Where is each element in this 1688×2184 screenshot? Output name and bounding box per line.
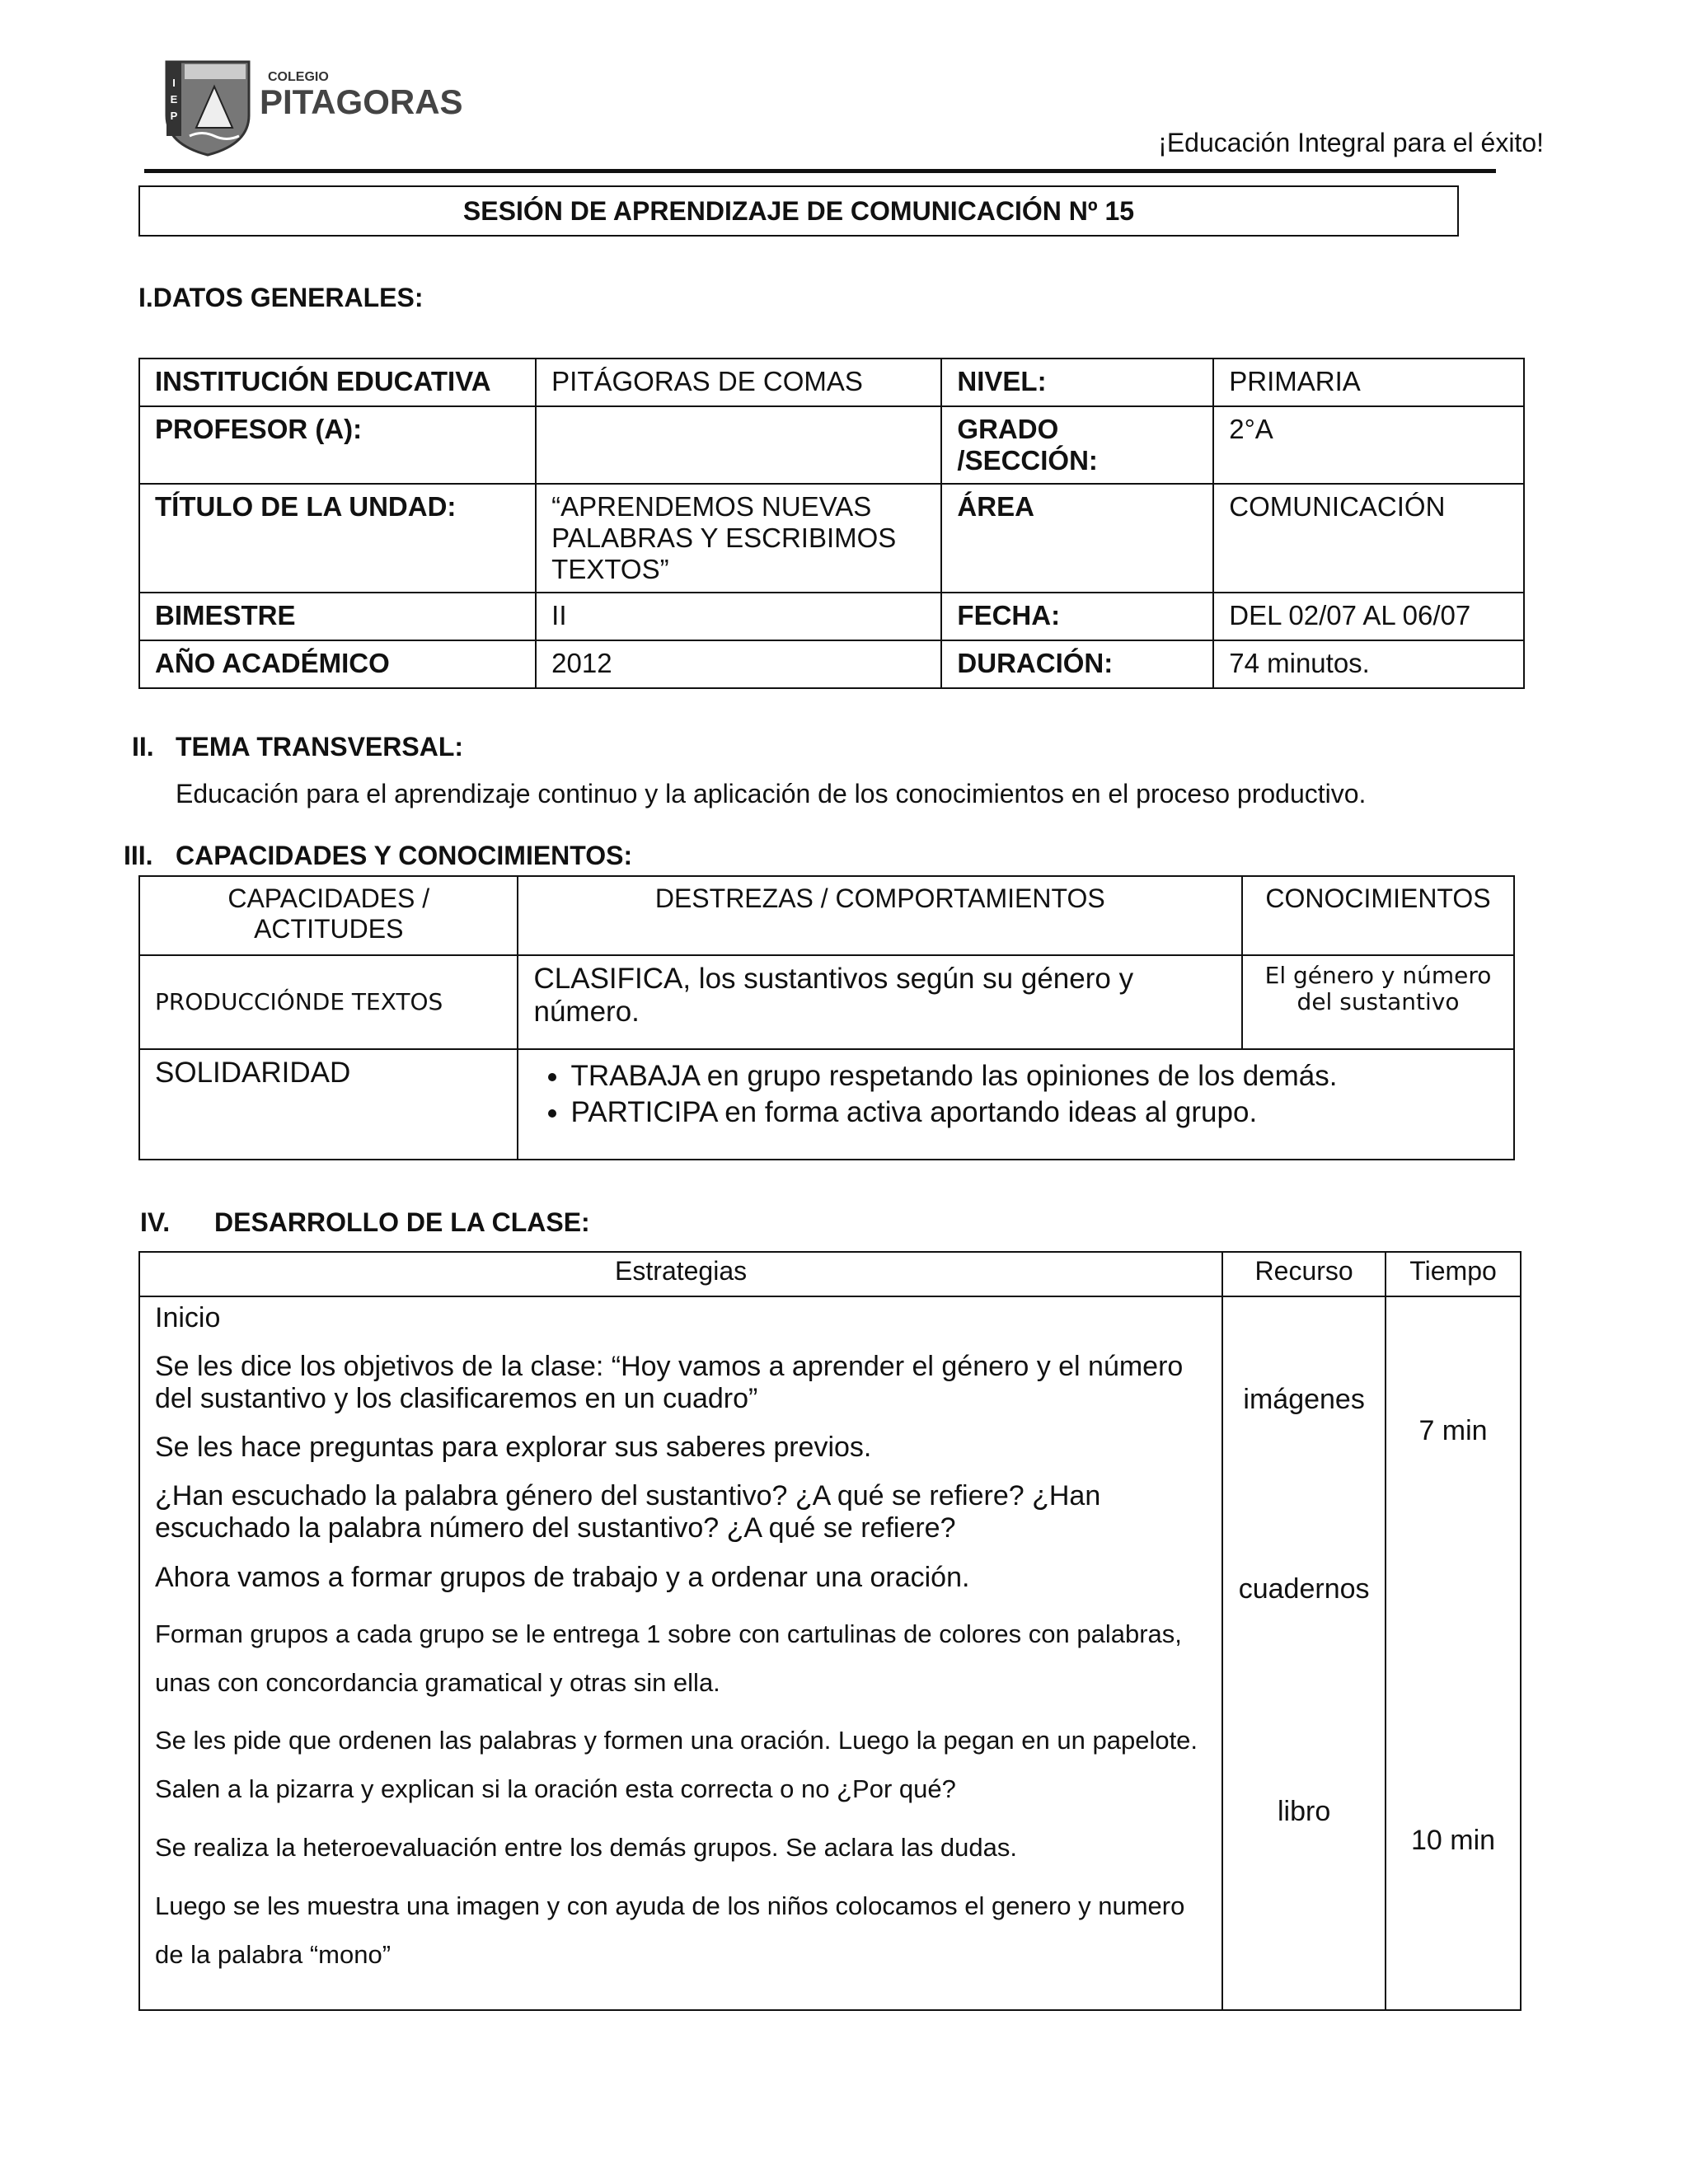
section2-text: Educación para el aprendizaje continuo y la aplicación de los conocimientos en el proceso productivo. xyxy=(176,779,1367,808)
header-cell: DESTREZAS / COMPORTAMIENTOS xyxy=(518,876,1242,955)
value-cell: PITÁGORAS DE COMAS xyxy=(536,359,941,406)
strategy-text: Inicio xyxy=(155,1302,221,1333)
section3-heading: CAPACIDADES Y CONOCIMIENTOS: xyxy=(176,841,633,870)
table-row xyxy=(139,593,1524,640)
value-cell: PRIMARIA xyxy=(1213,359,1524,406)
session-title: SESIÓN DE APRENDIZAJE DE COMUNICACIÓN Nº 15 xyxy=(138,185,1459,237)
table-row xyxy=(139,640,1524,688)
time-item: 10 min xyxy=(1411,1825,1496,1856)
skill-cell: CLASIFICA, los sustantivos según su género y número. xyxy=(518,955,1242,1049)
table-row xyxy=(139,484,1524,593)
section2-num: II. xyxy=(132,732,154,762)
list-item: • PARTICIPA en forma activa aportando ideas al grupo. xyxy=(570,1096,1498,1129)
table-row xyxy=(139,359,1524,406)
value-cell xyxy=(536,406,941,484)
table-row xyxy=(139,406,1524,484)
label-cell: BIMESTRE xyxy=(139,593,536,640)
strategy-text: Forman grupos a cada grupo se le entrega 1 sobre con cartulinas de colores con palabras, unas con concordancia gramatical y otras sin ella. xyxy=(155,1619,1182,1697)
svg-text:P: P xyxy=(170,110,178,122)
svg-text:I: I xyxy=(172,77,176,89)
label-cell: GRADO /SECCIÓN: xyxy=(941,406,1213,484)
knowledge-cell: El género y número del sustantivo xyxy=(1242,955,1514,1049)
header-cell: Estrategias xyxy=(139,1252,1222,1296)
strategy-text: Se les pide que ordenen las palabras y formen una oración. Luego la pegan en un papelote. Salen a la pizarra y explican si la oración esta correcta o no ¿Por qué? xyxy=(155,1726,1198,1804)
skills-list-cell xyxy=(518,1049,1514,1160)
header-rule xyxy=(144,169,1496,173)
table-row xyxy=(139,876,1514,955)
skills-list xyxy=(533,1060,1498,1130)
label-cell: PROFESOR (A): xyxy=(139,406,536,484)
label-cell: DURACIÓN: xyxy=(941,640,1213,688)
time-item: 7 min xyxy=(1418,1415,1488,1446)
strategies-cell xyxy=(139,1296,1222,2010)
logo-small-text: COLEGIO xyxy=(268,70,329,84)
header-cell: CAPACIDADES / ACTITUDES xyxy=(139,876,518,955)
class-development-table xyxy=(138,1251,1522,2011)
label-cell: FECHA: xyxy=(941,593,1213,640)
times-cell xyxy=(1386,1296,1521,2010)
resource-item: libro xyxy=(1278,1796,1331,1827)
list-item: • TRABAJA en grupo respetando las opiniones de los demás. xyxy=(570,1060,1498,1093)
header-cell: Recurso xyxy=(1222,1252,1386,1296)
table-row xyxy=(139,1049,1514,1160)
section4-heading: DESARROLLO DE LA CLASE: xyxy=(214,1207,590,1237)
value-cell: 2°A xyxy=(1213,406,1524,484)
resource-item: cuadernos xyxy=(1238,1573,1370,1605)
value-cell: II xyxy=(536,593,941,640)
label-cell: ÁREA xyxy=(941,484,1213,593)
capacity-cell: PRODUCCIÓNDE TEXTOS xyxy=(139,955,518,1049)
tagline: ¡Educación Integral para el éxito! xyxy=(1158,128,1544,157)
section2-heading: TEMA TRANSVERSAL: xyxy=(176,732,464,762)
capacities-table xyxy=(138,875,1515,1160)
value-cell: 74 minutos. xyxy=(1213,640,1524,688)
label-cell: NIVEL: xyxy=(941,359,1213,406)
table-row xyxy=(139,955,1514,1049)
logo-name-text: PITAGORAS xyxy=(260,82,463,121)
table-row xyxy=(139,1296,1521,2010)
header-cell: Tiempo xyxy=(1386,1252,1521,1296)
strategy-text: Ahora vamos a formar grupos de trabajo y a ordenar una oración. xyxy=(155,1561,970,1593)
label-cell: AÑO ACADÉMICO xyxy=(139,640,536,688)
strategy-text: Luego se les muestra una imagen y con ayuda de los niños colocamos el genero y numero de la palabra “mono” xyxy=(155,1891,1185,1969)
strategy-text: Se realiza la heteroevaluación entre los demás grupos. Se aclara las dudas. xyxy=(155,1833,1018,1863)
section4-num: IV. xyxy=(140,1207,171,1237)
table-row xyxy=(139,1252,1521,1296)
general-data-table xyxy=(138,358,1525,689)
value-cell: “APRENDEMOS NUEVAS PALABRAS Y ESCRIBIMOS TEXTOS” xyxy=(536,484,941,593)
resource-item: imágenes xyxy=(1243,1384,1365,1415)
label-cell: INSTITUCIÓN EDUCATIVA xyxy=(139,359,536,406)
section3-num: III. xyxy=(124,841,153,870)
strategy-text: Se les dice los objetivos de la clase: “Hoy vamos a aprender el género y el número del sustantivo y los clasificaremos en un cuadro” xyxy=(155,1351,1184,1415)
label-cell: TÍTULO DE LA UNDAD: xyxy=(139,484,536,593)
value-cell: DEL 02/07 AL 06/07 xyxy=(1213,593,1524,640)
capacity-cell: SOLIDARIDAD xyxy=(139,1049,518,1160)
school-logo xyxy=(157,58,486,157)
header-cell: CONOCIMIENTOS xyxy=(1242,876,1514,955)
resources-cell xyxy=(1222,1296,1386,2010)
value-cell: COMUNICACIÓN xyxy=(1213,484,1524,593)
value-cell: 2012 xyxy=(536,640,941,688)
strategy-text: Se les hace preguntas para explorar sus saberes previos. xyxy=(155,1432,872,1464)
strategy-text: ¿Han escuchado la palabra género del sustantivo? ¿A qué se refiere? ¿Han escuchado la palabra número del sustantivo? ¿A qué se refiere? xyxy=(155,1480,1101,1544)
svg-text:E: E xyxy=(170,93,178,105)
section1-heading: I.DATOS GENERALES: xyxy=(138,283,424,312)
